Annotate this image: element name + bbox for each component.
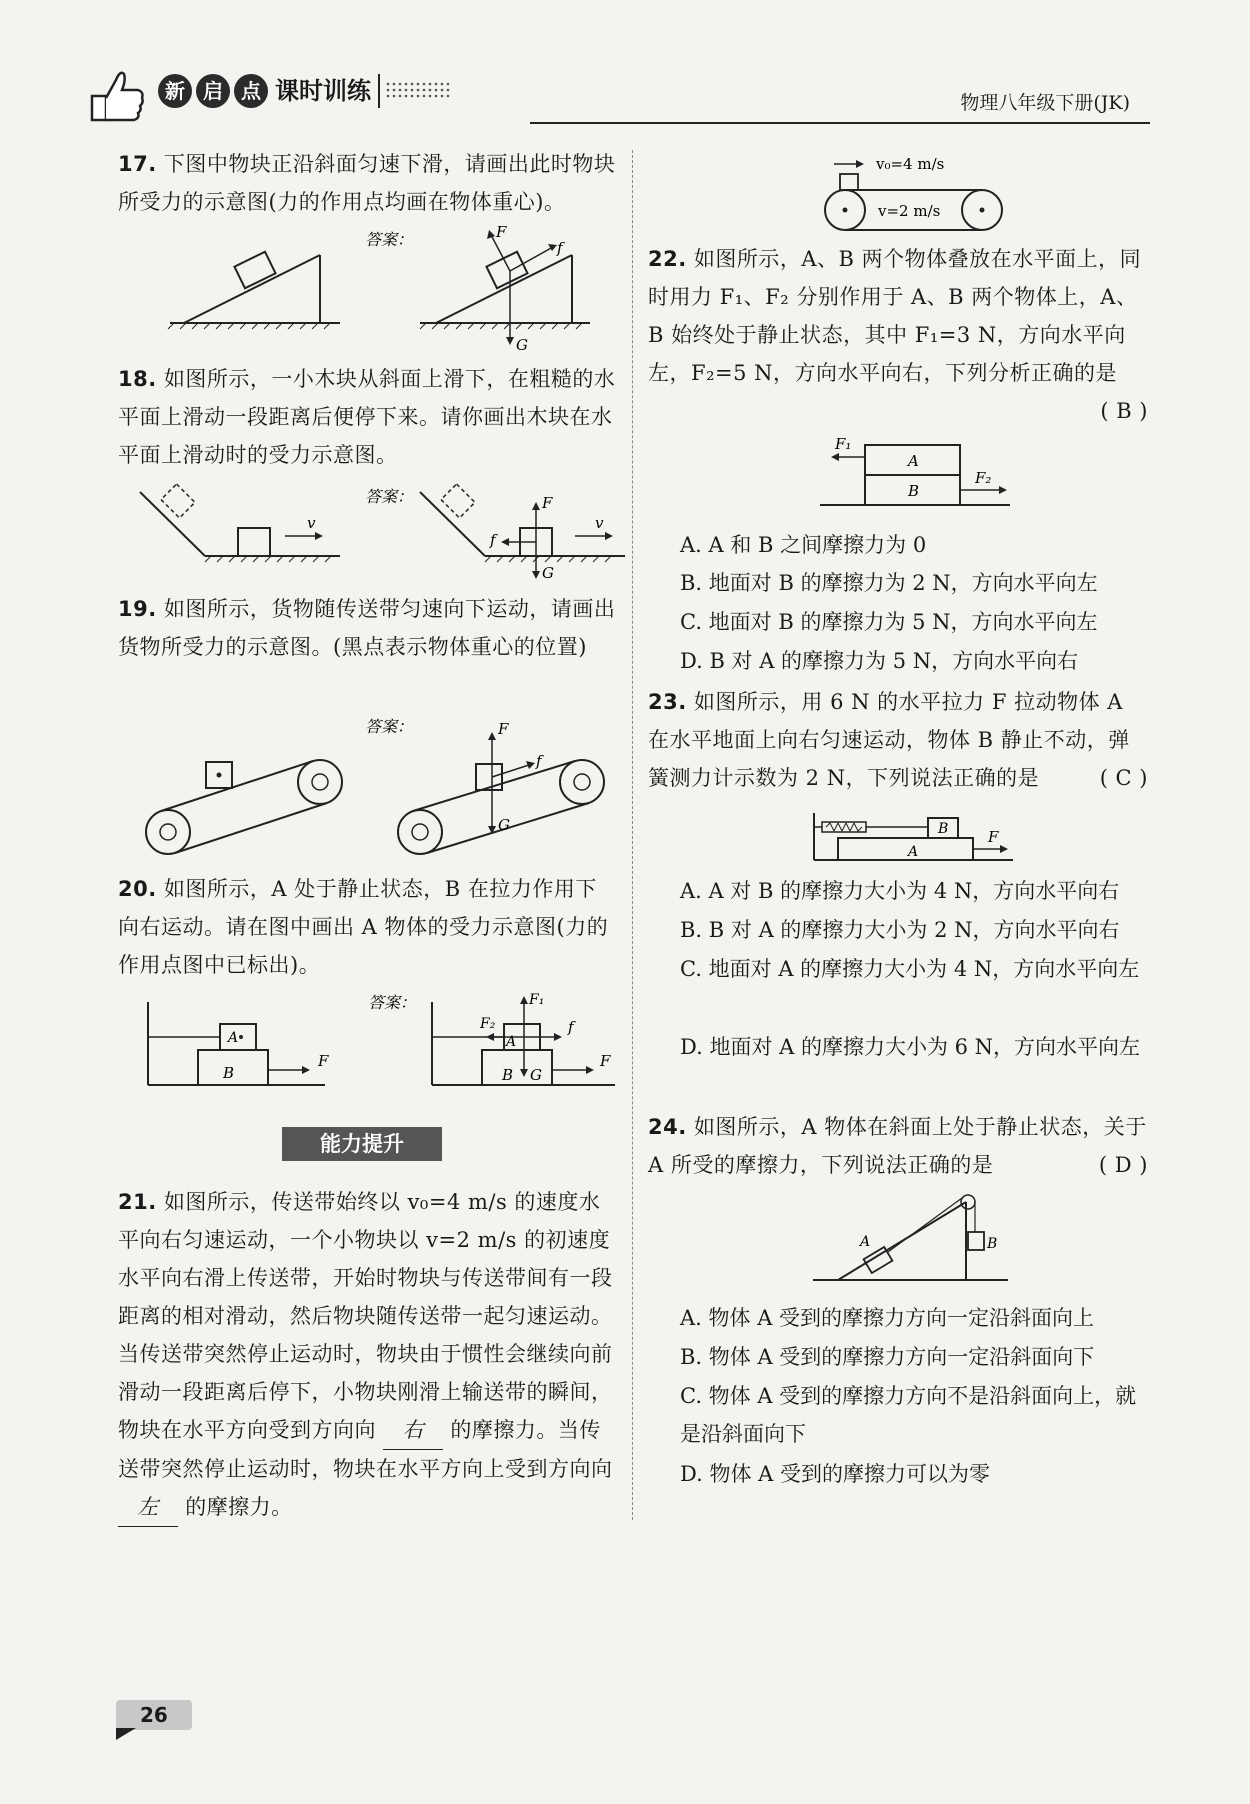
brand-char-2: 启 xyxy=(196,74,230,108)
question-19 xyxy=(118,590,618,666)
question-23-answer: ( C ) xyxy=(1099,766,1148,790)
header-divider xyxy=(378,74,380,108)
q23-option-a[interactable]: A. A 对 B 的摩擦力大小为 4 N，方向水平向右 xyxy=(680,879,1120,903)
q21-label-v0: v₀=4 m/s xyxy=(876,155,945,173)
question-22-answer: ( B ) xyxy=(1100,399,1148,423)
header-rule xyxy=(530,122,1150,124)
q20-label-B-right: B xyxy=(502,1066,514,1084)
answer-label: 答案： xyxy=(365,230,414,249)
q22-label-B: B xyxy=(908,482,920,500)
subject-label: 物理八年级下册(JK) xyxy=(960,92,1130,114)
q20-label-F2: F₂ xyxy=(480,1016,496,1032)
brand-char-3: 点 xyxy=(234,74,268,108)
q24-option-a[interactable]: A. 物体 A 受到的摩擦力方向一定沿斜面向上 xyxy=(680,1306,1095,1330)
question-23-text: 如图所示，用 6 N 的水平拉力 F 拉动物体 A 在水平地面上向右匀速运动，物体 B 静止不动，弹簧测力计示数为 2 N，下列说法正确的是 xyxy=(648,690,1130,790)
q18-figure xyxy=(135,482,635,582)
question-21-text-a: 如图所示，传送带始终以 v₀=4 m/s 的速度水平向右匀速运动，一个小物块以 v=2 m/s 的初速度水平向右滑上传送带，开始时物块与传送带间有一段距离的相对滑动，然后物块随传送带一起匀速运动。当传送带突然停止运动时，物块由于惯性会继续向前滑动一段距离后停下，小物块刚滑上输送带的瞬间，物块在水平方向受到方向向 xyxy=(118,1190,613,1442)
q20-figure xyxy=(140,990,620,1090)
q18-label-G: G xyxy=(542,564,554,582)
question-19-text: 如图所示，货物随传送带匀速向下运动，请画出货物所受力的示意图。(黑点表示物体重心的位置) xyxy=(118,597,616,659)
q17-figure xyxy=(160,225,630,355)
thumbs-up-icon xyxy=(86,66,148,124)
question-20 xyxy=(118,870,618,984)
answer-label-18: 答案： xyxy=(365,487,414,506)
q23-option-c[interactable]: C. 地面对 A 的摩擦力大小为 4 N，方向水平向左 xyxy=(680,957,1140,981)
q17-label-F: F xyxy=(496,225,507,241)
q20-label-F-right: F xyxy=(600,1052,611,1070)
question-22 xyxy=(648,240,1148,430)
question-18-text: 如图所示，一小木块从斜面上滑下，在粗糙的水平面上滑动一段距离后便停下来。请你画出木块在水平面上滑动时的受力示意图。 xyxy=(118,367,616,467)
q22-option-c[interactable]: C. 地面对 B 的摩擦力为 5 N，方向水平向左 xyxy=(680,610,1098,634)
q22-option-d[interactable]: D. B 对 A 的摩擦力为 5 N，方向水平向右 xyxy=(680,649,1079,673)
question-20-text: 如图所示，A 处于静止状态，B 在拉力作用下向右运动。请在图中画出 A 物体的受力示意图(力的作用点图中已标出)。 xyxy=(118,877,609,977)
question-21 xyxy=(118,1183,618,1527)
q24-label-A: A xyxy=(860,1234,871,1250)
question-22-text: 如图所示，A、B 两个物体叠放在水平面上，同时用力 F₁、F₂ 分别作用于 A、B 两个物体上，A、B 始终处于静止状态，其中 F₁=3 N，方向水平向左，F₂=5 N，方向水平向右，下列分析正确的是 xyxy=(648,247,1142,385)
question-21-text-b: 的摩擦力。当传送带突然停止运动时，物块在水平方向上受到方向向 xyxy=(118,1418,613,1481)
question-18-number: 18. xyxy=(118,367,157,391)
q23-option-b[interactable]: B. B 对 A 的摩擦力大小为 2 N，方向水平向右 xyxy=(680,918,1120,942)
q22-label-A: A xyxy=(908,452,919,470)
q18-label-v-left: v xyxy=(307,514,316,532)
q24-option-b[interactable]: B. 物体 A 受到的摩擦力方向一定沿斜面向下 xyxy=(680,1345,1095,1369)
q21-blank-2[interactable]: 左 xyxy=(118,1488,178,1527)
question-17 xyxy=(118,145,618,221)
question-24-answer: ( D ) xyxy=(1098,1153,1148,1177)
q24-option-c[interactable]: C. 物体 A 受到的摩擦力方向不是沿斜面向上，就是沿斜面向下 xyxy=(680,1384,1137,1446)
column-divider xyxy=(632,150,633,1520)
answer-label-20: 答案： xyxy=(368,993,417,1012)
question-23-number: 23. xyxy=(648,690,687,714)
q24-figure xyxy=(808,1190,1018,1290)
q23-label-B: B xyxy=(938,821,949,837)
question-20-number: 20. xyxy=(118,877,157,901)
question-24 xyxy=(648,1108,1148,1184)
question-21-text-c: 的摩擦力。 xyxy=(185,1495,293,1519)
question-24-number: 24. xyxy=(648,1115,687,1139)
page-number: 26 xyxy=(140,1703,168,1727)
question-23 xyxy=(648,683,1148,797)
page-corner-mark xyxy=(116,1728,136,1740)
question-19-number: 19. xyxy=(118,597,157,621)
q20-label-F-left: F xyxy=(318,1052,329,1070)
q19-label-f: f xyxy=(536,752,542,770)
q21-blank-1[interactable]: 右 xyxy=(383,1411,443,1450)
q20-label-A-right: A xyxy=(506,1034,517,1050)
q23-label-F: F xyxy=(988,828,999,846)
q22-option-b[interactable]: B. 地面对 B 的摩擦力为 2 N，方向水平向左 xyxy=(680,571,1098,595)
header-dot-pattern xyxy=(385,80,455,104)
section-title-text: 能力提升 xyxy=(320,1132,404,1156)
q22-label-F2: F₂ xyxy=(975,469,992,487)
q20-label-A-left: A xyxy=(228,1030,239,1046)
q23-label-A: A xyxy=(908,844,919,860)
q18-label-v-right: v xyxy=(595,514,604,532)
section-title xyxy=(282,1127,442,1161)
brand-char-1: 新 xyxy=(158,74,192,108)
header xyxy=(80,60,1150,130)
q20-label-F1: F₁ xyxy=(529,992,545,1008)
series-title: 课时训练 xyxy=(275,77,371,105)
question-24-text: 如图所示，A 物体在斜面上处于静止状态，关于 A 所受的摩擦力，下列说法正确的是 xyxy=(648,1115,1147,1177)
q23-figure xyxy=(808,808,1018,868)
question-17-number: 17. xyxy=(118,152,157,176)
q23-option-d[interactable]: D. 地面对 A 的摩擦力大小为 6 N，方向水平向左 xyxy=(680,1035,1141,1059)
question-18 xyxy=(118,360,618,474)
answer-label-19: 答案： xyxy=(365,717,414,736)
q22-label-F1: F₁ xyxy=(835,435,852,453)
question-17-text: 下图中物块正沿斜面匀速下滑，请画出此时物块所受力的示意图(力的作用点均画在物体重心)。 xyxy=(118,152,616,214)
q21-figure xyxy=(820,150,1020,235)
q20-label-G: G xyxy=(530,1066,542,1084)
q18-label-F: F xyxy=(542,494,553,512)
q24-option-d[interactable]: D. 物体 A 受到的摩擦力可以为零 xyxy=(680,1462,990,1486)
q20-label-f: f xyxy=(568,1018,574,1036)
q19-figure xyxy=(140,712,620,862)
q19-label-G: G xyxy=(498,816,510,834)
question-21-number: 21. xyxy=(118,1190,157,1214)
q17-label-f: f xyxy=(557,239,563,257)
q24-label-B: B xyxy=(987,1236,998,1252)
q21-label-v: v=2 m/s xyxy=(878,202,941,220)
q17-label-G: G xyxy=(516,336,528,354)
question-22-number: 22. xyxy=(648,247,687,271)
q19-label-F: F xyxy=(498,720,509,738)
q22-figure xyxy=(815,435,1020,520)
q22-option-a[interactable]: A. A 和 B 之间摩擦力为 0 xyxy=(680,533,927,557)
q18-label-f: f xyxy=(490,531,496,549)
q20-label-B-left: B xyxy=(223,1064,235,1082)
